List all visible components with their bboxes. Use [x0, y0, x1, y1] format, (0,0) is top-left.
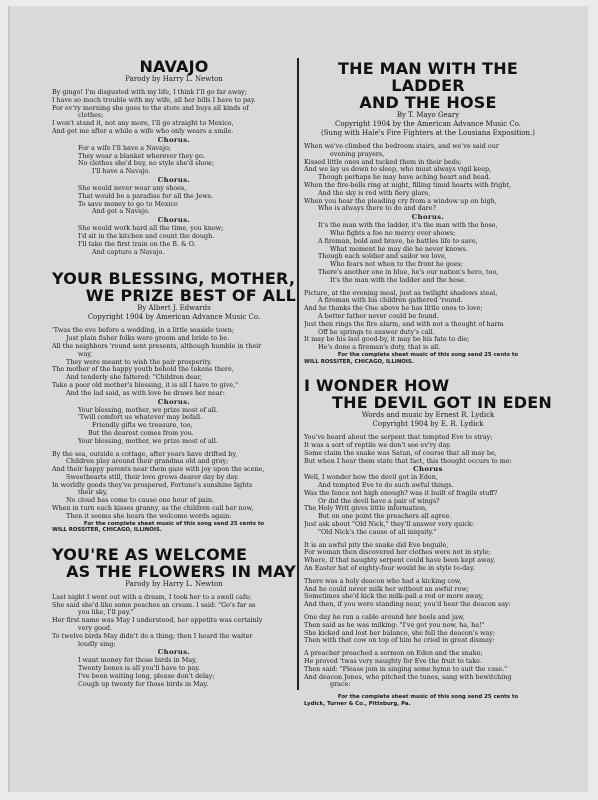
- publisher-address: WILL ROSSITER, CHICAGO, ILLINOIS.: [52, 527, 162, 534]
- lyric-line: very good.: [78, 625, 112, 633]
- lyric-line: Then with that cow on top of him he cried in great dismay:: [304, 637, 495, 645]
- lyric-line: Who fights a foe no mercy ever shows;: [330, 229, 456, 237]
- lyric-line: A fireman with his children gathered 'round.: [318, 297, 463, 305]
- column-divider: [297, 58, 299, 690]
- lyric-line: There's another one in blue, he's our nation's hero, too,: [318, 268, 499, 276]
- lyric-line: Who fears not when to the front he goes;: [330, 261, 463, 269]
- lyric-line: Just plain fisher folks were groom and bride to be.: [66, 335, 230, 343]
- byline: By T. Mayo Geary: [396, 111, 460, 119]
- lyric-line: She would never wear any shoes,: [78, 184, 187, 192]
- lyric-line: And the sky is red with fiery glare,: [318, 189, 431, 197]
- lyric-line: And tempted Eve to do such awful things.: [318, 482, 454, 490]
- lyric-line: I won't stand it, not any more, I'll go straight to Mexico,: [52, 120, 234, 128]
- lyric-line: And capture a Navajo.: [92, 248, 165, 256]
- lyric-line: Kissed little ones and tucked them in their beds;: [304, 158, 462, 166]
- lyric-line: But when I hear them state that fact, this thought occurs to me:: [304, 457, 512, 465]
- performance-note: (Sung with Hale's Fire Fighters at the Lousiana Exposition.): [321, 129, 535, 137]
- sheet-music-note: For the complete sheet music of this song send 25 cents to: [337, 694, 519, 701]
- chorus-label: Chorus: [413, 465, 443, 474]
- lyric-line: way,: [78, 350, 93, 358]
- lyric-line: Picture, at the evening meal, just as twilight shadows steal,: [304, 289, 498, 297]
- lyric-line: Some claim the snake was Satan, of course that all may be,: [304, 449, 497, 457]
- lyric-line: 'Twas the eve before a wedding, in a little seaside town;: [52, 327, 234, 335]
- lyric-line: A preacher preached a sermon on Eden and the snake;: [304, 650, 483, 658]
- lyric-line: What moment he may die he never knows.: [330, 245, 468, 253]
- lyric-line: No cloud has come to cause one hour of pain.: [66, 497, 215, 505]
- lyric-line: He's done a fireman's duty, that is all.: [318, 344, 441, 352]
- lyric-line: Friendly gifts we treasure, too,: [92, 422, 193, 430]
- lyric-line: Last night I went out with a dream, I took her to a swell cafe;: [52, 593, 252, 601]
- song-title-ladder: THE MAN WITH THE LADDER AND THE HOSE: [338, 59, 518, 112]
- lyric-line: clothes;: [78, 112, 104, 120]
- lyric-line: No clothes she'd buy, no style she'd show;: [78, 160, 215, 168]
- lyric-line: A fireman, bold and brave, he battles life to save,: [318, 237, 478, 245]
- lyric-line: I want money for those birds in May,: [78, 657, 197, 665]
- lyric-line: The Holy Writ gives little information,: [304, 505, 428, 513]
- lyric-line: I'd sit in the kitchen and count the dough.: [78, 232, 215, 240]
- lyric-line: You've heard about the serpent that tempted Eve to stray;: [304, 434, 493, 442]
- lyric-line: It was a sort of reptile we don't see ev'ry day.: [304, 441, 452, 449]
- lyric-line: The mother of the happy youth behold the tokens there,: [52, 366, 234, 374]
- lyric-line: She kicked and lost her balance, she fell the deacon's way;: [304, 629, 495, 637]
- song-title-blessing: YOUR BLESSING, MOTHER, WE PRIZE BEST OF ALL: [52, 269, 296, 306]
- lyric-line: Just then rings the fire alarm, and with not a thought of harm: [304, 320, 504, 328]
- chorus-label: Chorus.: [157, 648, 191, 657]
- byline: By Albert J. Edwards: [137, 304, 211, 313]
- lyric-line: Children play around their grandma old and gray;: [66, 458, 229, 466]
- lyric-line: When we've climbed the bedroom stairs, and we've said our: [304, 143, 499, 150]
- lyric-line: Cough up twenty for those birds in May.: [78, 680, 209, 688]
- lyric-line: She said she'd like some peaches an cream. I said: "Go's far as: [52, 601, 256, 609]
- lyric-line: It is an awful pity the snake did Eve beguile,: [304, 541, 449, 549]
- lyric-line: For woman then discovered her clothes were not in style;: [304, 549, 491, 557]
- publisher-address: WILL ROSSITER, CHICAGO, ILLINOIS.: [304, 358, 414, 365]
- lyric-line: 'Twill comfort us whatever may befall.: [78, 414, 203, 422]
- lyric-line: Then it seems she hears the welcome words again:: [66, 512, 232, 520]
- lyric-line: One day he ran a cable around her heels and jaw,: [304, 614, 465, 622]
- lyric-line: And deacon Jones, who pitched the tunes, sang with bewitching: [304, 673, 512, 681]
- publisher-address: Lydick, Turner & Co., Pittsburg, Pa.: [304, 700, 411, 707]
- byline: Parody by Harry L. Newton: [125, 75, 223, 83]
- lyric-line: "Old Nick's the cause of all iniquity.": [318, 528, 437, 536]
- byline: Words and music by Ernest R. Lydick: [361, 411, 495, 420]
- right-column: [304, 60, 552, 707]
- lyric-line: And we lay us down to sleep, who must always vigil keep,: [304, 166, 492, 174]
- lyric-line: Well, I wonder how the devil got in Eden,: [304, 474, 438, 482]
- sheet-music-note: For the complete sheet music of this song send 25 cents to: [337, 351, 519, 358]
- lyric-line: When in turn each kisses granny, as the children call her now,: [52, 505, 254, 513]
- lyric-line: Then said: "Please join in singing some hymn to suit the case.": [304, 665, 508, 673]
- lyric-line: their sky,: [78, 489, 108, 497]
- lyric-line: Your blessing, mother, we prize most of all.: [78, 437, 218, 445]
- lyric-line: And get me after a while a wife who only wears a smile.: [52, 127, 234, 135]
- left-column: [52, 58, 296, 689]
- lyric-line: Take a poor old mother's blessing, it is all I have to give,": [52, 381, 239, 389]
- song-title-eden: I WONDER HOW THE DEVIL GOT IN EDEN: [304, 376, 552, 413]
- verse: [52, 89, 296, 136]
- lyric-line: That would be a paradise for all the Jews.: [78, 192, 213, 200]
- lyric-line: There was a holy deacon who had a kicking cow,: [304, 577, 462, 585]
- lyric-line: And the lad said, as with love he draws her near:: [66, 389, 225, 397]
- lyric-line: you like, I'll pay.": [78, 609, 134, 617]
- copyright: Copyright 1904 by E. R. Lydick: [372, 420, 484, 429]
- lyric-line: When the fire-bells ring at night, filling timid hearts with fright,: [304, 181, 511, 189]
- lyric-line: Twenty bones is all you'll have to pay.: [78, 665, 200, 673]
- lyric-line: She would work hard all the time, you know;: [78, 225, 224, 233]
- lyric-line: He proved 'twas very naughty for Eve the fruit to take.: [304, 658, 482, 666]
- lyric-line: To twelve birds May didn't do a thing; then I heard the waiter: [52, 632, 253, 640]
- lyric-line: For a wife I'll have a Navajo;: [78, 144, 171, 152]
- lyric-line: And get a Navajo.: [92, 208, 150, 216]
- lyric-line: Your blessing, mother, we prize most of all.: [78, 406, 218, 414]
- lyric-line: Or did the devil have a pair of wings?: [318, 497, 440, 505]
- lyric-line: Then said as he was milking: "I've got you now, ha, ha!": [304, 621, 485, 629]
- chorus-label: Chorus.: [157, 216, 191, 225]
- chorus-label: Chorus.: [157, 175, 191, 184]
- lyric-line: Though perhaps he may have aching heart and head.: [318, 174, 491, 182]
- lyric-line: But on one point the preachers all agree.: [318, 513, 452, 521]
- lyric-line: Though each soldier and sailor we love,: [318, 253, 447, 261]
- lyric-line: Just ask about "Old Nick," they'll answer very quick:: [304, 521, 474, 529]
- chorus-label: Chorus.: [411, 213, 445, 222]
- lyric-line: They were meant to wish the pair prosperity.: [66, 358, 212, 366]
- song-title-welcome: YOU'RE AS WELCOME AS THE FLOWERS IN MAY: [52, 544, 296, 581]
- lyric-line: For ev'ry morning she goes to the store and buys all kinds of: [52, 104, 249, 112]
- copyright: Copyright 1904 by the American Advance Music Co.: [334, 120, 522, 128]
- sheet-music-note: For the complete sheet music of this song send 25 cents to: [83, 520, 265, 527]
- chorus-label: Chorus.: [157, 135, 191, 144]
- lyric-line: Where, if that naughty serpent could have been kept away,: [304, 557, 496, 565]
- lyric-line: And then, if you were standing near, you'd hear the deacon say:: [304, 601, 511, 609]
- lyric-line: An Easter hat of eighty-four would be in style to-day.: [304, 565, 475, 573]
- lyric-line: Who is always there to do and dare?: [318, 205, 436, 213]
- lyric-line: All the neighbors 'round sent presents, although humble in their: [52, 342, 262, 350]
- lyric-line: And their happy parents near them gaze with joy upon the scene,: [52, 466, 265, 474]
- chorus-label: Chorus.: [157, 397, 191, 406]
- song-title-navajo: NAVAJO: [139, 57, 209, 76]
- lyric-line: Sometimes she'd kick the milk-pail a rod or more away,: [304, 593, 484, 601]
- lyric-line: To save money to go to Mexico: [78, 200, 178, 208]
- lyric-line: Was the fence not high enough? was it built of fragile stuff?: [304, 489, 498, 497]
- lyric-line: And he could never milk her without an awful row;: [304, 585, 469, 593]
- lyric-line: But the dearest comes from you.: [88, 429, 194, 437]
- lyric-line: By gingo! I'm disgusted with my life, I think I'll go far away;: [52, 89, 247, 96]
- lyric-line: It's the man with the ladder, it's the man with the hose,: [318, 222, 498, 230]
- lyric-line: I'll take the first train on the B. & O.: [78, 240, 196, 248]
- lyric-line: And he thanks the One above he has little ones to love;: [304, 305, 483, 313]
- lyric-line: I'll have a Navajo.: [92, 168, 151, 176]
- lyric-line: Sweethearts still, their love grows dearer day by day.: [66, 473, 239, 481]
- lyric-line: It's the man with the ladder and the hose.: [330, 276, 466, 284]
- copyright: Copyright 1904 by American Advance Music Co.: [87, 313, 261, 322]
- byline: Parody by Harry L. Newton: [125, 579, 223, 588]
- lyric-line: And tenderly she faltered: "Children dear,: [66, 374, 202, 382]
- lyric-line: I've been waiting long, please don't delay;: [78, 673, 215, 681]
- lyric-line: A better father never could be found.: [318, 312, 439, 320]
- lyric-line: I have so much trouble with my wife, all her bills I have to pay.: [52, 96, 256, 104]
- lyric-line: When you hear the pleading cry from a window up on high,: [304, 197, 497, 205]
- lyric-line: Off he springs to answer duty's call.: [318, 328, 435, 336]
- lyric-line: By the sea, outside a cottage, after years have drifted by,: [52, 450, 238, 458]
- lyric-line: It may be his last good-by, it may be his fate to die;: [304, 336, 470, 344]
- lyric-line: grace:: [330, 681, 351, 689]
- lyric-line: evening prayers,: [330, 150, 385, 158]
- lyric-line: loudly sing:: [78, 640, 116, 648]
- lyric-line: Her first name was May I understood, her appetite was certainly: [52, 617, 263, 625]
- lyric-line: In worldly goods they've prospered, Fortune's sunshine lights: [52, 481, 253, 489]
- lyric-line: They wear a blanket wherever they go.: [78, 152, 205, 160]
